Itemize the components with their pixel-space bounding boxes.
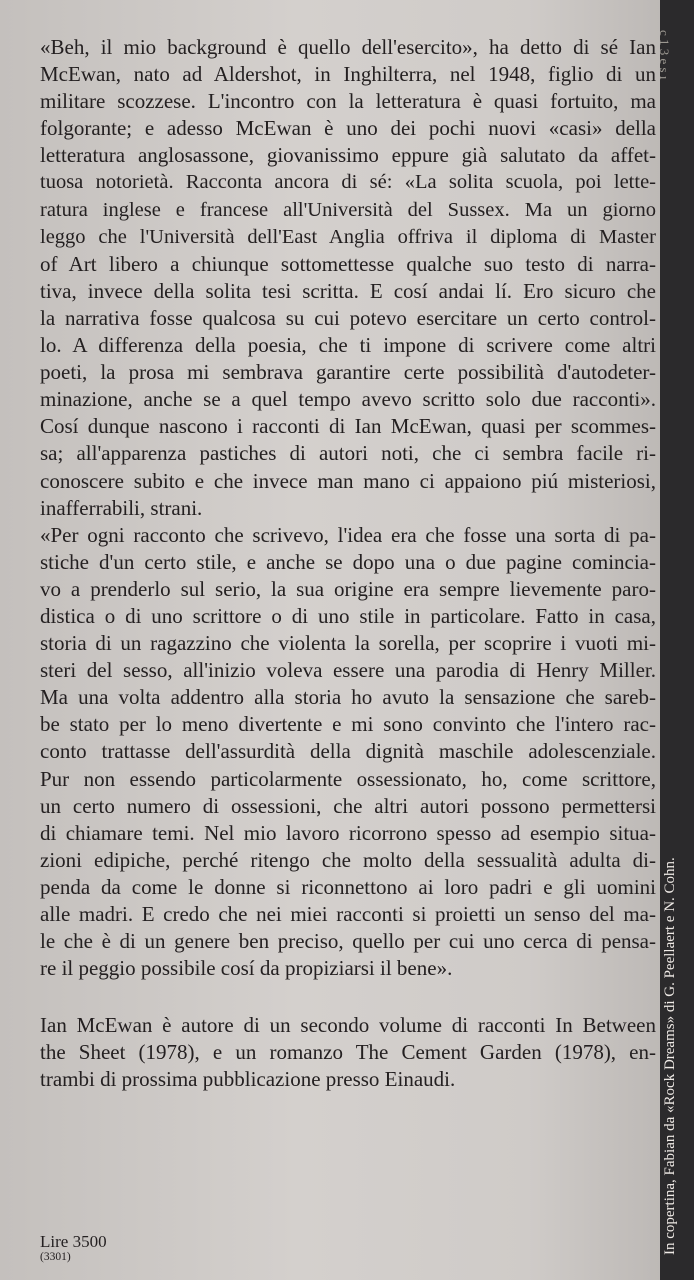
- blurb-text: [40, 34, 656, 1094]
- text-line: zioni edipiche, perché ritengo che molto della sessualità adulta di-: [40, 847, 656, 872]
- price-label: Lire 3500: [40, 1232, 107, 1251]
- text-line: storia di un ragazzino che violenta la sorella, per scoprire i vuoti mi-: [40, 631, 656, 656]
- text-line: alle madri. E credo che nei miei racconti si proietti un senso del ma-: [40, 902, 656, 926]
- catalog-code: (3301): [40, 1251, 71, 1263]
- paragraph-2: [40, 522, 656, 983]
- cover-credit: In copertina, Fabian da «Rock Dreams» di G. Peellaert e N. Cohn.: [662, 857, 678, 1255]
- text-line: leggo che l'Università dell'East Anglia offriva il diploma di Master: [40, 225, 656, 248]
- text-line: «Beh, il mio background è quello dell'esercito», ha detto di sé Ian: [40, 35, 656, 59]
- text-line: steri del sesso, all'inizio voleva essere una parodia di Henry Miller.: [40, 658, 656, 683]
- text-line: be stato per lo meno divertente e mi sono convinto che l'intero rac-: [40, 712, 656, 737]
- text-line: penda da come le donne si riconnettono ai loro padri e gli uomini: [40, 874, 656, 899]
- text-line: tiva, invece della solita tesi scritta. E cosí andai lí. Ero sicuro che: [40, 278, 656, 303]
- paragraph-3: [40, 1012, 656, 1093]
- paragraph-gap: [40, 982, 656, 1012]
- text-line: ratura inglese e francese all'Università del Sussex. Ma un giorno: [40, 198, 656, 221]
- text-line: militare scozzese. L'incontro con la letteratura è quasi fortuito, ma: [40, 89, 656, 114]
- text-line: conto trattasse dell'assurdità della dignità maschile adolescenziale.: [40, 739, 656, 764]
- text-line: Cosí dunque nascono i racconti di Ian McEwan, quasi per scommes-: [40, 414, 656, 439]
- text-line: McEwan, nato ad Aldershot, in Inghilterra, nel 1948, figlio di un: [40, 62, 656, 87]
- paragraph-1: [40, 34, 656, 522]
- text-line: le che è di un genere ben preciso, quello per cui uno cerca di pensa-: [40, 929, 656, 954]
- text-line: lo. A differenza della poesia, che ti impone di scrivere come altri: [40, 333, 656, 358]
- text-line: Ma una volta addentro alla storia ho avuto la sensazione che sareb-: [40, 685, 656, 710]
- text-line: «Per ogni racconto che scrivevo, l'idea era che fosse una sorta di pa-: [40, 522, 656, 547]
- text-line: of Art libero a chiunque sottomettesse qualche suo testo di narra-: [40, 251, 656, 276]
- text-line: poeti, la prosa mi sembrava garantire certe possibilità d'autodeter-: [40, 360, 656, 385]
- text-line: tuosa notorietà. Racconta ancora di sé: «La solita scuola, poi lette-: [40, 171, 656, 194]
- text-line: di chiamare temi. Nel mio lavoro ricorrono spesso ad esempio situa-: [40, 820, 656, 845]
- text-line: Pur non essendo particolarmente ossessionato, ho, come scrittore,: [40, 766, 656, 791]
- text-line: la narrativa fosse qualcosa su cui potevo esercitare un certo control-: [40, 305, 656, 330]
- text-line: re il peggio possibile cosí da propiziarsi il bene».: [40, 956, 453, 981]
- text-line: trambi di prossima pubblicazione presso Einaudi.: [40, 1067, 456, 1092]
- edge-marks: c 1 3 e s ı: [657, 30, 672, 80]
- price-block: [40, 1233, 107, 1263]
- text-line: inafferrabili, strani.: [40, 495, 203, 520]
- text-line: stiche d'un certo stile, e anche se dopo una o due pagine comincia-: [40, 549, 656, 574]
- text-line: distica o di uno scrittore o di uno stile in particolare. Fatto in casa,: [40, 603, 656, 628]
- text-line: letteratura anglosassone, giovanissimo eppure già salutato da affet-: [40, 143, 656, 168]
- text-line: folgorante; e adesso McEwan è uno dei pochi nuovi «casi» della: [40, 116, 656, 141]
- text-line: minazione, anche se a quel tempo avevo scritto solo due racconti».: [40, 387, 656, 412]
- text-line: the Sheet (1978), e un romanzo The Cement Garden (1978), en-: [40, 1040, 656, 1065]
- text-line: un certo numero di ossessioni, che altri autori possono permettersi: [40, 793, 656, 818]
- text-line: Ian McEwan è autore di un secondo volume di racconti In Between: [40, 1013, 656, 1038]
- text-line: conoscere subito e che invece man mano ci appaiono piú misteriosi,: [40, 468, 656, 493]
- text-line: sa; all'apparenza pastiches di autori noti, che ci sembra facile ri-: [40, 441, 656, 466]
- text-line: vo a prenderlo sul serio, la sua origine era sempre lievemente paro-: [40, 576, 656, 601]
